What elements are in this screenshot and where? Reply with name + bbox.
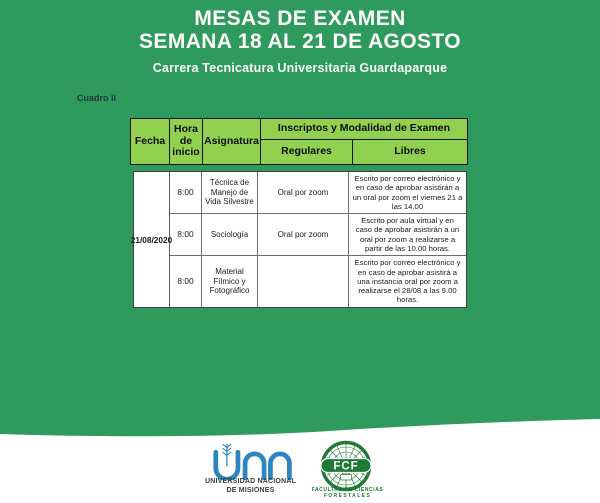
cell-libres: Escrito por aula virtual y en caso de aprobar asistirán a un oral por zoom a realizarse a partir de las 10.00 horas. [355, 216, 460, 253]
fcf-small-badge [341, 475, 352, 481]
header-fecha: Fecha [131, 119, 170, 164]
table-row [170, 214, 466, 256]
letter-m-arch1 [245, 454, 264, 479]
cell-asignatura: Sociología [202, 214, 258, 255]
header-asignatura: Asignatura [203, 119, 261, 164]
exam-date-cell: 21/08/2020 [134, 172, 170, 307]
cell-asignatura: Técnica de Manejo de Vida Silvestre [202, 172, 258, 213]
fcf-acronym: FCF [333, 460, 359, 473]
header-libres: Libres [394, 145, 426, 158]
unam-wordmark-line1: UNIVERSIDAD NACIONAL [204, 478, 297, 485]
header-hora-inicio: Hora de inicio [170, 119, 203, 164]
table-caption: Cuadro II [77, 93, 117, 103]
cell-regulares: Oral por zoom [258, 214, 349, 255]
cell-hora: 8:00 [170, 214, 202, 255]
exam-table-header [130, 118, 468, 165]
cell-regulares: Oral por zoom [258, 172, 349, 213]
cell-hora: 8:00 [170, 172, 202, 213]
page-title-line1: MESAS DE EXAMEN [194, 7, 406, 30]
header-modalidad-subrow [261, 140, 467, 164]
letter-m-arch2 [270, 454, 289, 479]
fcf-wordmark [300, 487, 395, 499]
fcf-wordmark-line1: FACULTAD DE CIENCIAS [311, 487, 384, 493]
header-inscriptos-modalidad: Inscriptos y Modalidad de Examen [261, 119, 467, 140]
unam-wordmark-line2: DE MISIONES [226, 486, 275, 494]
exam-table-body [130, 171, 467, 308]
header-regulares: Regulares [261, 140, 353, 164]
table-row [170, 256, 466, 307]
unam-logo [205, 442, 301, 480]
career-subtitle: Carrera Tecnicatura Universitaria Guardaparque [152, 61, 448, 75]
cell-libres: Escrito por correo electrónico y en caso de aprobar asistirán a un oral por zoom el viernes 21 a las 14.00 [352, 174, 463, 211]
table-row [170, 172, 466, 214]
cell-asignatura: Material Fílmico y Fotográfico [202, 256, 258, 307]
exam-rows [170, 172, 466, 307]
header-modalidad-group [261, 119, 467, 164]
cell-hora: 8:00 [170, 256, 202, 307]
cell-regulares [258, 256, 349, 307]
cell-libres: Escrito por correo electrónico y en caso de aprobar asistirá a una instancia oral por zoom a realizarse el 28/08 a las 9.00 horas. [354, 258, 461, 305]
fcf-wordmark-line2: FORESTALES [323, 493, 372, 499]
page-title [0, 7, 600, 53]
page-title-line2: SEMANA 18 AL 21 DE AGOSTO [139, 30, 461, 53]
